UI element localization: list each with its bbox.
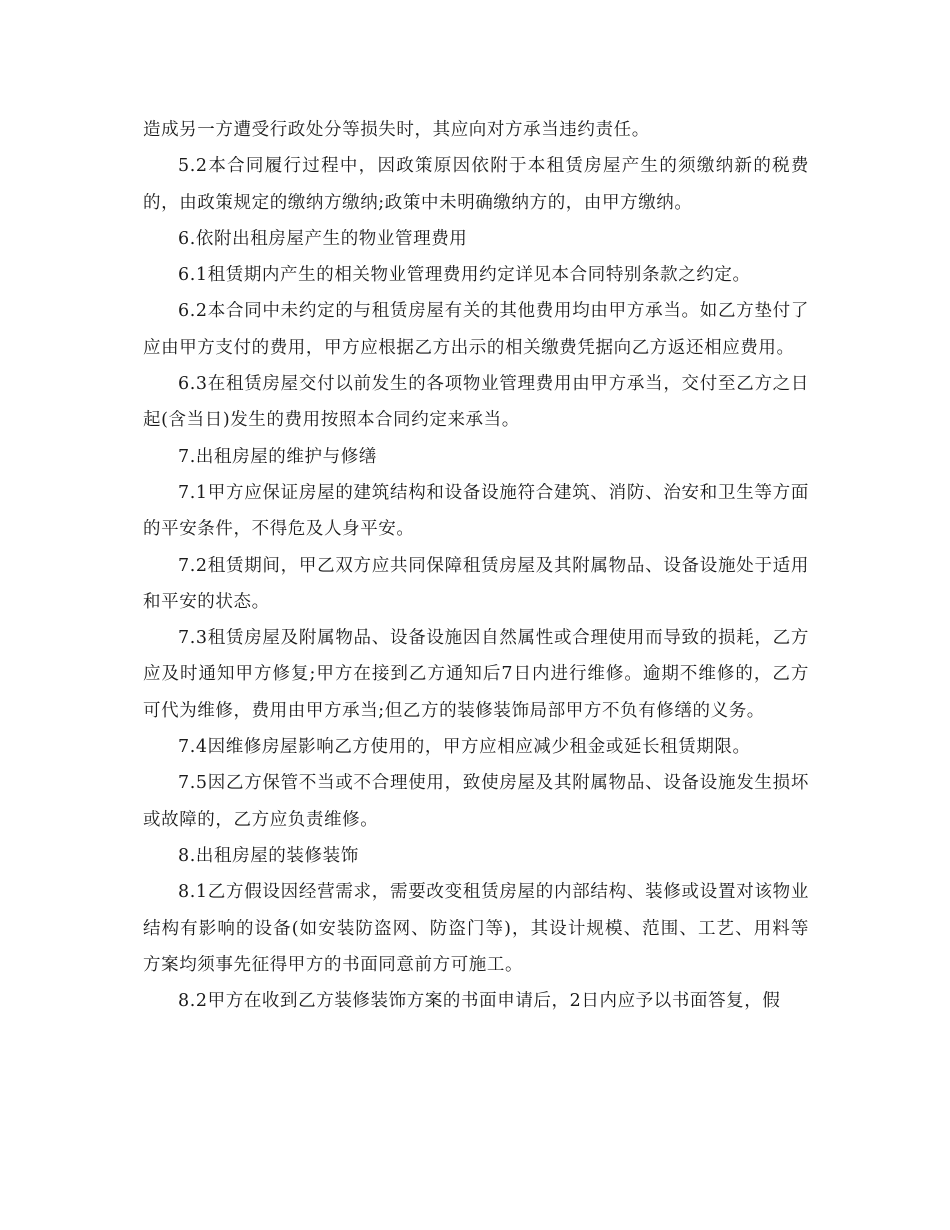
paragraph-clause-8-1: 8.1乙方假设因经营需求，需要改变租赁房屋的内部结构、装修或设置对该物业结构有影响的设备(如安装防盗网、防盗门等)，其设计规模、范围、工艺、用料等方案均须事先征得甲方的书面同意前方可施工。 <box>143 882 809 975</box>
paragraph-clause-8-2: 8.2甲方在收到乙方装修装饰方案的书面申请后，2日内应予以书面答复，假 <box>178 991 781 1012</box>
section-heading-6: 6.依附出租房屋产生的物业管理费用 <box>178 228 468 249</box>
section-heading-7: 7.出租房屋的维护与修缮 <box>178 446 377 467</box>
paragraph-clause-7-2: 7.2租赁期间，甲乙双方应共同保障租赁房屋及其附属物品、设备设施处于适用和平安的状态。 <box>143 555 809 612</box>
paragraph-clause-6-3: 6.3在租赁房屋交付以前发生的各项物业管理费用由甲方承当，交付至乙方之日起(含当日)发生的费用按照本合同约定来承当。 <box>143 374 809 431</box>
paragraph-clause-7-3: 7.3租赁房屋及附属物品、设备设施因自然属性或合理使用而导致的损耗，乙方应及时通知甲方修复;甲方在接到乙方通知后7日内进行维修。逾期不维修的，乙方可代为维修，费用由甲方承当;但乙方的装修装饰局部甲方不负有修缮的义务。 <box>143 628 809 721</box>
paragraph-clause-7-1: 7.1甲方应保证房屋的建筑结构和设备设施符合建筑、消防、治安和卫生等方面的平安条件，不得危及人身平安。 <box>143 482 809 540</box>
document-body <box>143 112 809 1019</box>
paragraph-clause-6-2: 6.2本合同中未约定的与租赁房屋有关的其他费用均由甲方承当。如乙方垫付了应由甲方支付的费用，甲方应根据乙方出示的相关缴费凭据向乙方返还相应费用。 <box>143 301 809 358</box>
paragraph-clause-7-5: 7.5因乙方保管不当或不合理使用，致使房屋及其附属物品、设备设施发生损坏或故障的，乙方应负责维修。 <box>143 773 809 830</box>
paragraph-clause-6-1: 6.1租赁期内产生的相关物业管理费用约定详见本合同特别条款之约定。 <box>178 265 751 286</box>
paragraph-clause-5-2: 5.2本合同履行过程中，因政策原因依附于本租赁房屋产生的须缴纳新的税费的，由政策规定的缴纳方缴纳;政策中未明确缴纳方的，由甲方缴纳。 <box>143 156 809 213</box>
paragraph-continuation: 造成另一方遭受行政处分等损失时，其应向对方承当违约责任。 <box>143 120 650 140</box>
paragraph-clause-7-4: 7.4因维修房屋影响乙方使用的，甲方应相应减少租金或延长租赁期限。 <box>178 737 751 758</box>
section-heading-8: 8.出租房屋的装修装饰 <box>178 845 359 866</box>
